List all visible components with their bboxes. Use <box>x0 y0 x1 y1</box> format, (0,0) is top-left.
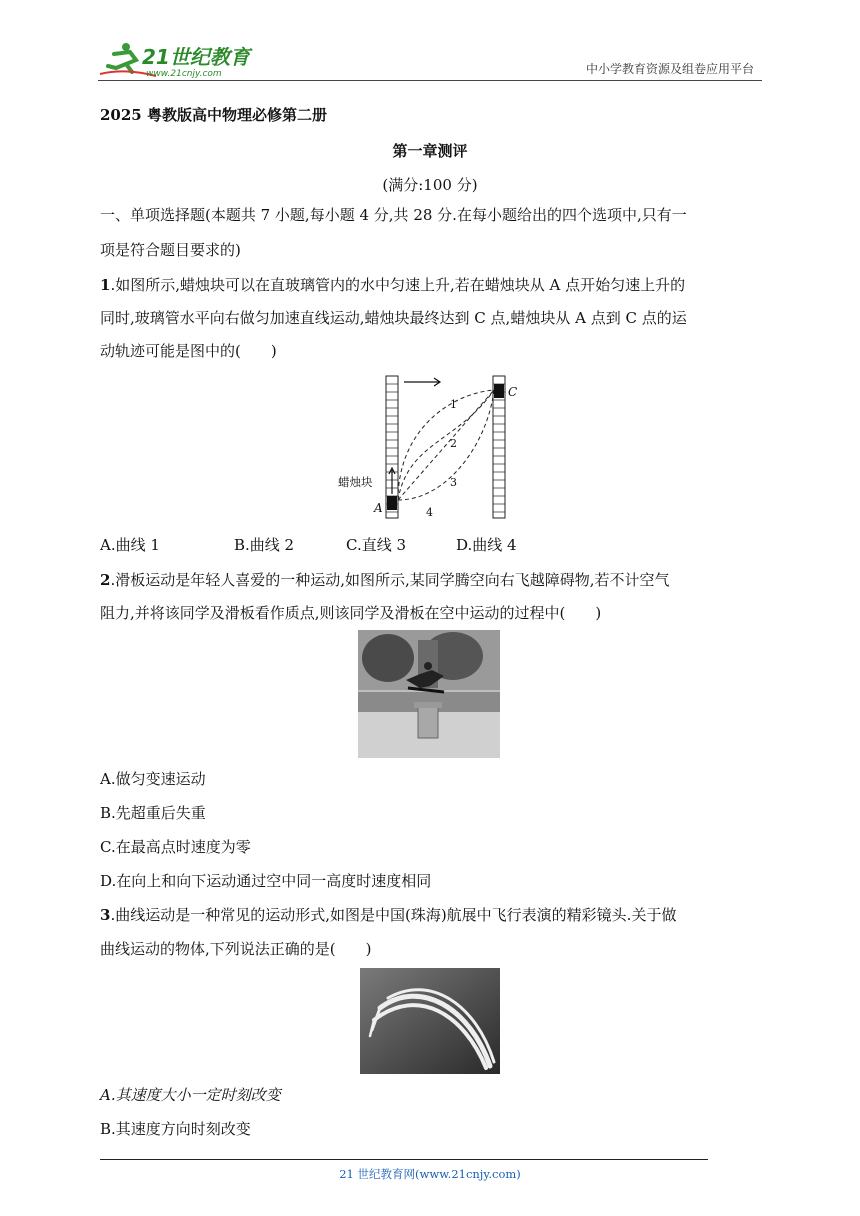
q3-option-b-text: B.其速度方向时刻改变 <box>100 1120 251 1138</box>
q1-figure <box>338 372 528 522</box>
subject-title: 2025 粤教版高中物理必修第二册 <box>100 106 327 124</box>
chapter-title: 第一章测评 <box>392 142 468 160</box>
q2-option-a[interactable]: A.做匀变速运动 <box>100 770 206 788</box>
q1-line2: 同时,玻璃管水平向右做匀加速直线运动,蜡烛块最终达到 C 点,蜡烛块从 A 点到 C 点的运 <box>100 309 687 327</box>
q1-option-a[interactable]: A.曲线 1 <box>100 536 160 554</box>
q1-text1: .如图所示,蜡烛块可以在直玻璃管内的水中匀速上升,若在蜡烛块从 A 点开始匀速上升的 <box>110 276 686 294</box>
svg-text:www.21cnjy.com: www.21cnjy.com <box>146 69 222 79</box>
footer-link[interactable]: 21 世纪教育网(www.21cnjy.com) <box>339 1167 521 1181</box>
q3-line2: 曲线运动的物体,下列说法正确的是( ) <box>100 940 372 958</box>
q1-option-d[interactable]: D.曲线 4 <box>456 536 517 554</box>
q3-text1: .曲线运动是一种常见的运动形式,如图是中国(珠海)航展中飞行表演的精彩镜头.关于做 <box>110 906 677 924</box>
svg-text:C: C <box>508 385 518 399</box>
svg-text:A: A <box>374 501 383 515</box>
footer-divider <box>100 1159 708 1160</box>
q2-number: 2 <box>100 571 111 589</box>
svg-text:21世纪教育: 21世纪教育 <box>142 45 250 69</box>
q2-line1 <box>100 570 670 590</box>
q1-number: 1 <box>100 276 111 294</box>
score-note: (满分:100 分) <box>382 176 478 194</box>
header-divider <box>98 80 762 81</box>
svg-text:蜡烛块: 蜡烛块 <box>338 475 373 489</box>
site-logo <box>96 38 256 82</box>
svg-text:1: 1 <box>450 398 457 411</box>
svg-text:3: 3 <box>450 476 457 489</box>
svg-text:4: 4 <box>426 506 433 519</box>
q1-option-c[interactable]: C.直线 3 <box>346 536 407 554</box>
q3-number: 3 <box>100 906 111 924</box>
q2-option-c[interactable]: C.在最高点时速度为零 <box>100 838 251 856</box>
q1-line1 <box>100 275 685 295</box>
q2-skateboard-photo <box>358 630 500 758</box>
header-platform-text: 中小学教育资源及组卷应用平台 <box>585 62 754 76</box>
q3-option-b[interactable] <box>100 1119 251 1139</box>
q3-airshow-photo <box>360 968 500 1074</box>
q2-option-b[interactable]: B.先超重后失重 <box>100 804 206 822</box>
section-heading-line1: 一、单项选择题(本题共 7 小题,每小题 4 分,共 28 分.在每小题给出的四个选项中,只有一 <box>100 206 687 224</box>
svg-text:2: 2 <box>450 437 457 450</box>
q3-line1 <box>100 905 676 925</box>
q1-option-b[interactable]: B.曲线 2 <box>234 536 295 554</box>
q2-text1: .滑板运动是年轻人喜爱的一种运动,如图所示,某同学腾空向右飞越障碍物,若不计空气 <box>110 571 670 589</box>
q3-option-a[interactable] <box>100 1085 281 1105</box>
q1-line3: 动轨迹可能是图中的( ) <box>100 342 277 360</box>
section-heading-line2: 项是符合题目要求的) <box>100 241 241 259</box>
q2-line2: 阻力,并将该同学及滑板看作质点,则该同学及滑板在空中运动的过程中( ) <box>100 604 602 622</box>
q2-option-d[interactable]: D.在向上和向下运动通过空中同一高度时速度相同 <box>100 872 432 890</box>
q3-option-a-text: A.其速度大小一定时刻改变 <box>100 1086 281 1104</box>
